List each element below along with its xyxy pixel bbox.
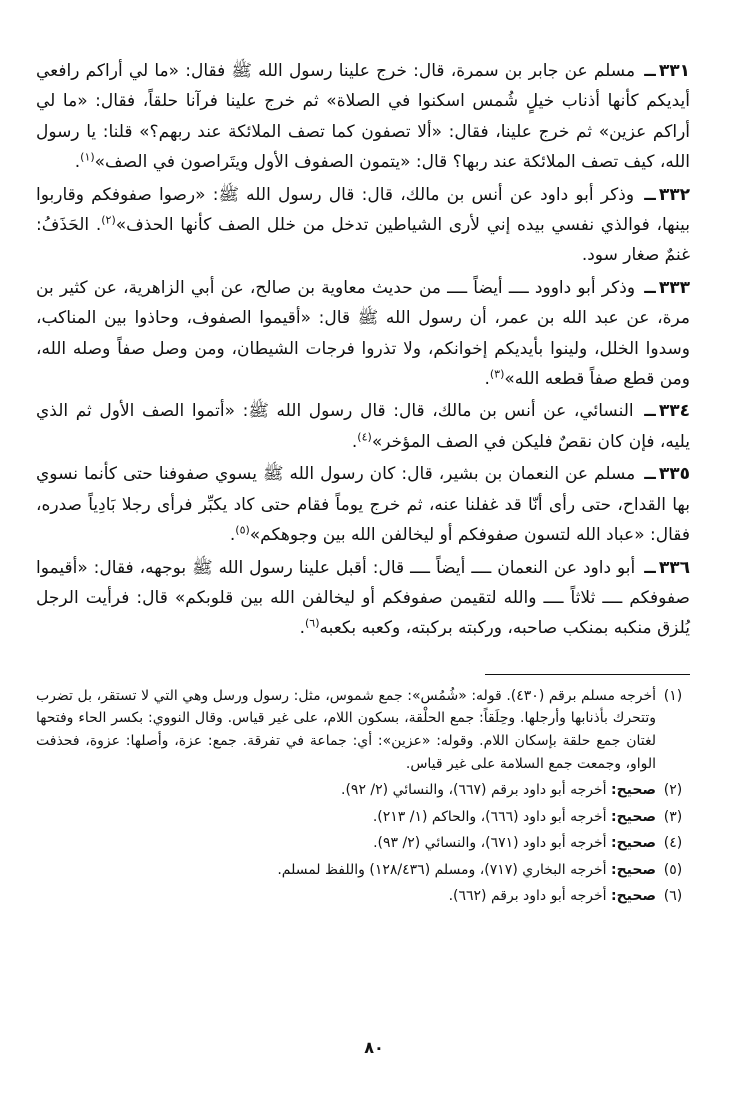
number-dash: ــ (644, 557, 656, 578)
footnote-5 (36, 859, 690, 882)
hadith-text: النسائي، عن أنس بن مالك، قال: قال رسول الله ﷺ: «أتموا الصف الأول ثم الذي يليه، فإن كان نقصٌ فليكن في الصف المؤخر» (36, 401, 690, 452)
number-dash: ــ (644, 401, 656, 422)
footnote-number: (٣) (663, 808, 683, 825)
footnote-number: (١) (663, 687, 683, 704)
hadith-332 (36, 180, 690, 271)
footnote-body: أخرجه أبو داود برقم (٦٦٢). (448, 888, 607, 905)
footnote-number: (٦) (663, 888, 683, 905)
footnotes (36, 685, 690, 908)
hadith-tail: . (351, 431, 358, 452)
number-dash: ــ (644, 184, 656, 205)
footnote-body: أخرجه مسلم برقم (٤٣٠). قوله: «شُمُس»: جمع شموس، مثل: رسول ورسل وهي التي لا تستقر، بل تضرب وتتحرك بأذنابها وأرجلها. وحِلَقاً: جمع الحلْقة، بسكون اللام، على غير قياس. وقال النووي: بكسر الحاء وفتحها لغتان جمع حلقة بإسكان اللام. وقوله: «عزين»: أي: جماعة في تفرقة. جمع: عزة، وأصلها: عزوة، فحذفت الواو، وجمعت جمع السلامة على غير قياس. (36, 687, 657, 772)
footnote-number: (٢) (663, 782, 683, 799)
hadith-336 (36, 553, 690, 644)
main-text (36, 56, 690, 644)
page-number: ٨٠ (364, 1038, 384, 1057)
hadith-number: ٣٣٦ (658, 557, 691, 578)
footnote-body: أخرجه أبو داود برقم (٦٦٧)، والنسائي (٢/ ٩٢). (341, 782, 607, 799)
footnote-grade: صحيح: (610, 861, 656, 878)
number-dash: ــ (644, 464, 656, 485)
hadith-text: وذكر أبو داود عن أنس بن مالك، قال: قال رسول الله ﷺ: «رصوا صفوفكم وقاربوا بينها، فوالذي نفسي بيده إني لأرى الشياطين تدخل من خلل الصف كأنها الحذف» (36, 184, 690, 236)
footnote-grade: صحيح: (610, 835, 656, 852)
footnote-text (36, 885, 656, 908)
footnote-number: (٤) (663, 835, 683, 852)
hadith-text: مسلم عن جابر بن سمرة، قال: خرج علينا رسول الله ﷺ فقال: «ما لي أراكم رافعي أيديكم كأنها أذناب خيلٍ شُمس اسكنوا في الصلاة» ثم خرج علينا فرآنا حلقاً، فقال: «ما لي أراكم عزين» ثم خرج علينا، فقال: «ألا تصفون كما تصف الملائكة عند ربهم؟» قلنا: يا رسول الله، كيف تصف الملائكة عند ربها؟ قال: «يتمون الصفوف الأول ويتَراصون في الصف» (36, 61, 690, 173)
hadith-text: وذكر أبو داوود ــــ أيضاً ــــ من حديث معاوية بن صالح، عن أبي الزاهرية، عن كثير بن مرة، عن عبد الله بن عمر، أن رسول الله ﷺ قال: «أقيموا الصفوف، وحاذوا بين المناكب، وسدوا الخلل، ولينوا بأيديكم إخوانكم، ولا تذروا فرجات الشيطان، ومن وصل صفاً وصله الله، ومن قطع صفاً قطعه الله» (36, 277, 690, 390)
footnote-body: أخرجه أبو داود (٦٧١)، والنسائي (٢/ ٩٣). (373, 835, 607, 852)
number-dash: ــ (644, 277, 656, 298)
footnote-text (36, 779, 656, 802)
footnote-1 (36, 685, 690, 775)
hadith-text: مسلم عن النعمان بن بشير، قال: كان رسول الله ﷺ يسوي صفوفنا حتى كأنما نسوي بها القداح، حتى رأى أنّا قد غفلنا عنه، ثم خرج يوماً فقام حتى كاد يكبِّر فرأى رجلا بَادِياً صدره، فقال: «عباد الله لتسون صفوفكم أو ليخالفن الله بين وجوهكم» (36, 464, 690, 546)
footnote-ref[interactable]: (٦) (304, 616, 320, 630)
footnote-divider (485, 674, 690, 675)
footnote-3 (36, 806, 690, 829)
footnote-2 (36, 779, 690, 802)
hadith-text: أبو داود عن النعمان ــــ أيضاً ــــ قال: أقبل علينا رسول الله ﷺ بوجهه، فقال: «أقيموا صفوفكم ــــ ثلاثاً ــــ والله لتقيمن صفوفكم أو ليخالفن الله بين قلوبكم» قال: فرأيت الرجل يُلزق منكبه بمنكب صاحبه، وركبته بركبته، وكعبه بكعبه (36, 557, 690, 639)
footnote-grade: صحيح: (610, 808, 656, 825)
footnote-ref[interactable]: (١) (80, 150, 95, 164)
footnote-text (36, 685, 656, 775)
hadith-number: ٣٣٤ (658, 401, 691, 422)
footnote-4 (36, 832, 690, 855)
hadith-number: ٣٣١ (658, 61, 690, 81)
hadith-number: ٣٣٥ (658, 464, 690, 485)
hadith-333 (36, 273, 690, 395)
footnote-text (36, 859, 656, 882)
hadith-tail: . (74, 152, 81, 173)
footnote-grade: صحيح: (610, 888, 656, 905)
footnote-grade: صحيح: (610, 782, 656, 799)
footnote-6 (36, 885, 690, 908)
footnote-body: أخرجه أبو داود (٦٦٦)، والحاكم (١/ ٢١٣). (372, 808, 607, 825)
footnote-ref[interactable]: (٢) (101, 213, 116, 227)
hadith-number: ٣٣٣ (658, 277, 690, 298)
hadith-tail: . (299, 618, 305, 639)
hadith-number: ٣٣٢ (658, 184, 690, 205)
footnote-text (36, 832, 656, 855)
hadith-tail: . (229, 525, 236, 546)
footnote-ref[interactable]: (٤) (357, 430, 372, 444)
footnote-number: (٥) (663, 861, 683, 878)
footnote-ref[interactable]: (٥) (235, 523, 250, 537)
footnote-ref[interactable]: (٣) (489, 367, 505, 381)
hadith-tail: . (484, 369, 490, 390)
hadith-335 (36, 459, 690, 550)
hadith-331 (36, 56, 690, 178)
footnote-text (36, 806, 656, 829)
hadith-334 (36, 396, 690, 457)
hadith-tail: . الحَذَفُ: غنمٌ صغار سود. (36, 215, 690, 266)
footnote-body: أخرجه البخاري (٧١٧)، ومسلم (١٢٨/٤٣٦) واللفظ لمسلم. (277, 861, 607, 878)
number-dash: ــ (644, 61, 656, 81)
